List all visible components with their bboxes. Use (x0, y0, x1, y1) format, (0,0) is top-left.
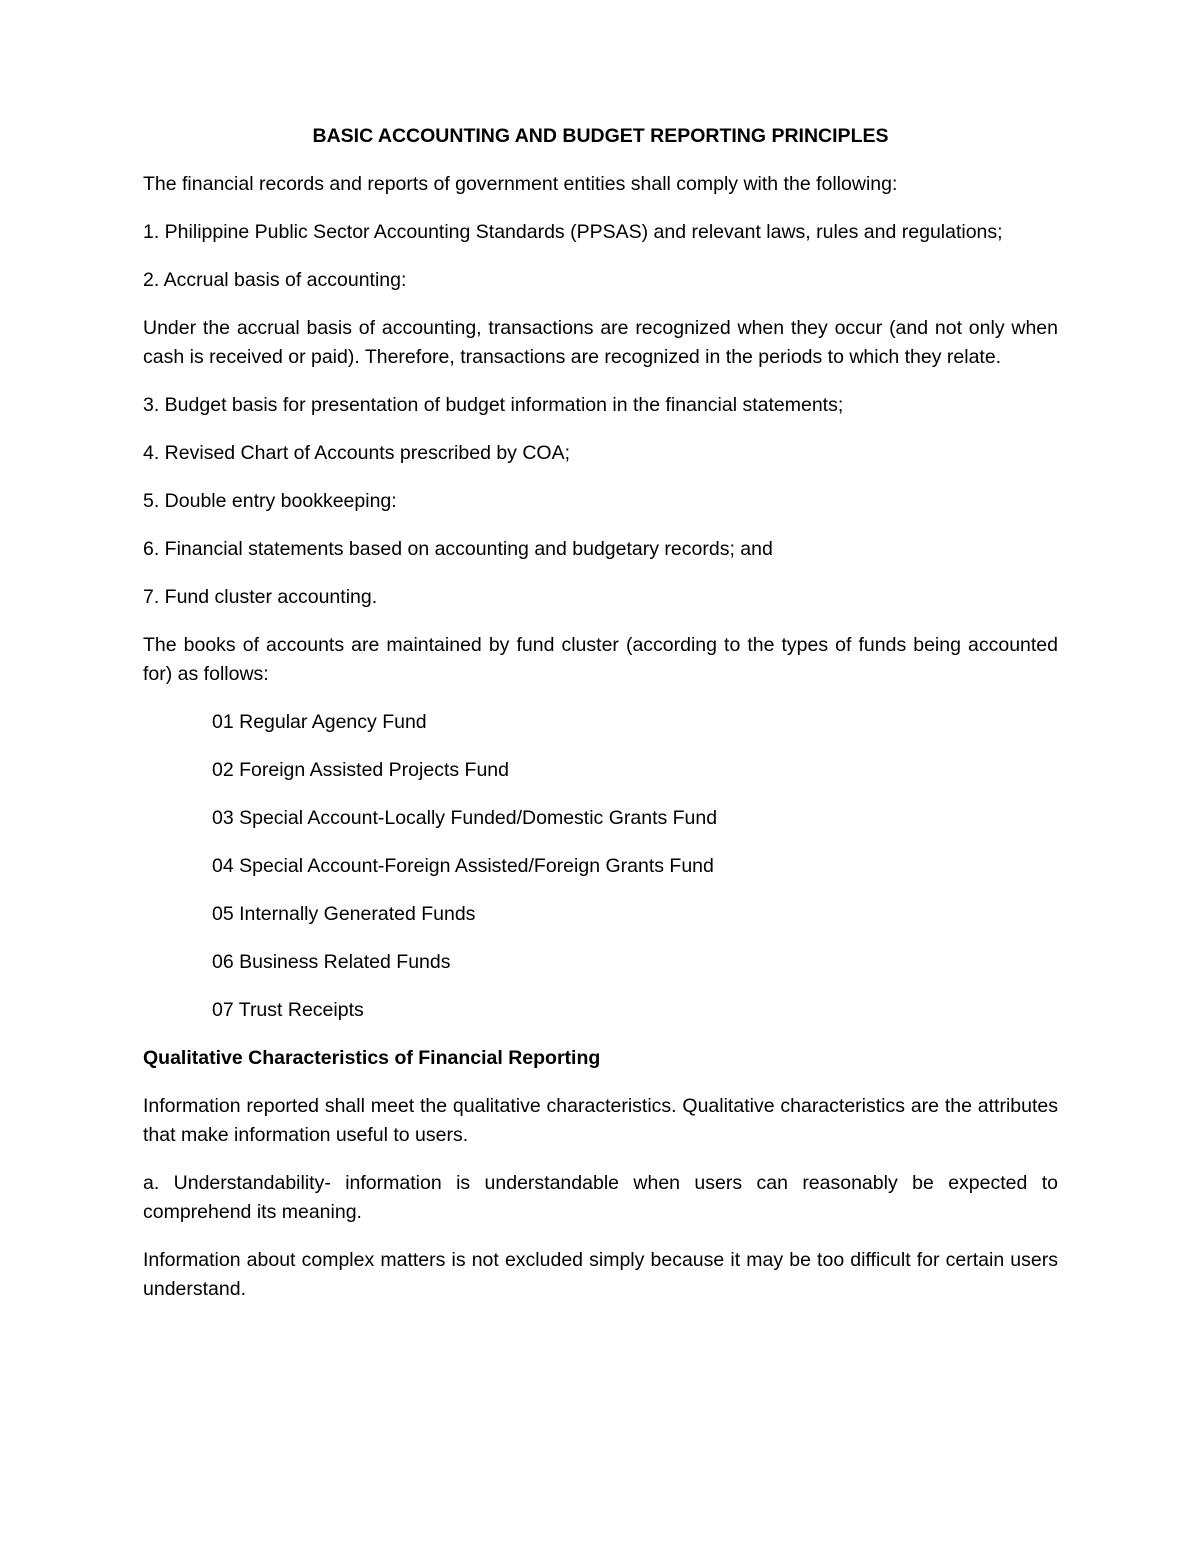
list-item-4: 4. Revised Chart of Accounts prescribed by COA; (143, 442, 571, 464)
fund-item: 07 Trust Receipts (212, 999, 364, 1021)
list-item-7: 7. Fund cluster accounting. (143, 586, 378, 608)
list-item-1: 1. Philippine Public Sector Accounting Standards (PPSAS) and relevant laws, rules and regulations; (143, 221, 1003, 243)
qualitative-heading: Qualitative Characteristics of Financial Reporting (143, 1047, 601, 1069)
list-item-2: 2. Accrual basis of accounting: (143, 269, 407, 291)
fund-item: 06 Business Related Funds (212, 951, 451, 973)
books-paragraph: The books of accounts are maintained by fund cluster (according to the types of funds being accounted for) as follows: (143, 634, 1058, 685)
accrual-explanation: Under the accrual basis of accounting, transactions are recognized when they occur (and not only when cash is received or paid). Therefore, transactions are recognized in the periods to which they relate. (143, 317, 1058, 368)
list-item-6: 6. Financial statements based on accounting and budgetary records; and (143, 538, 773, 560)
understandability-paragraph: a. Understandability- information is understandable when users can reasonably be expected to comprehend its meaning. (143, 1172, 1058, 1223)
fund-item: 02 Foreign Assisted Projects Fund (212, 759, 509, 781)
document-title: BASIC ACCOUNTING AND BUDGET REPORTING PRINCIPLES (312, 125, 889, 147)
complex-matters-paragraph: Information about complex matters is not excluded simply because it may be too difficult for certain users understand. (143, 1249, 1058, 1300)
qualitative-intro: Information reported shall meet the qualitative characteristics. Qualitative characteristics are the attributes that make information useful to users. (143, 1095, 1058, 1146)
fund-item: 01 Regular Agency Fund (212, 711, 427, 733)
fund-item: 03 Special Account-Locally Funded/Domestic Grants Fund (212, 807, 718, 829)
list-item-3: 3. Budget basis for presentation of budget information in the financial statements; (143, 394, 844, 416)
intro-paragraph: The financial records and reports of government entities shall comply with the following: (143, 173, 898, 195)
document-body (143, 124, 1058, 1323)
fund-item: 04 Special Account-Foreign Assisted/Foreign Grants Fund (212, 855, 714, 877)
fund-item: 05 Internally Generated Funds (212, 903, 476, 925)
list-item-5: 5. Double entry bookkeeping: (143, 490, 397, 512)
